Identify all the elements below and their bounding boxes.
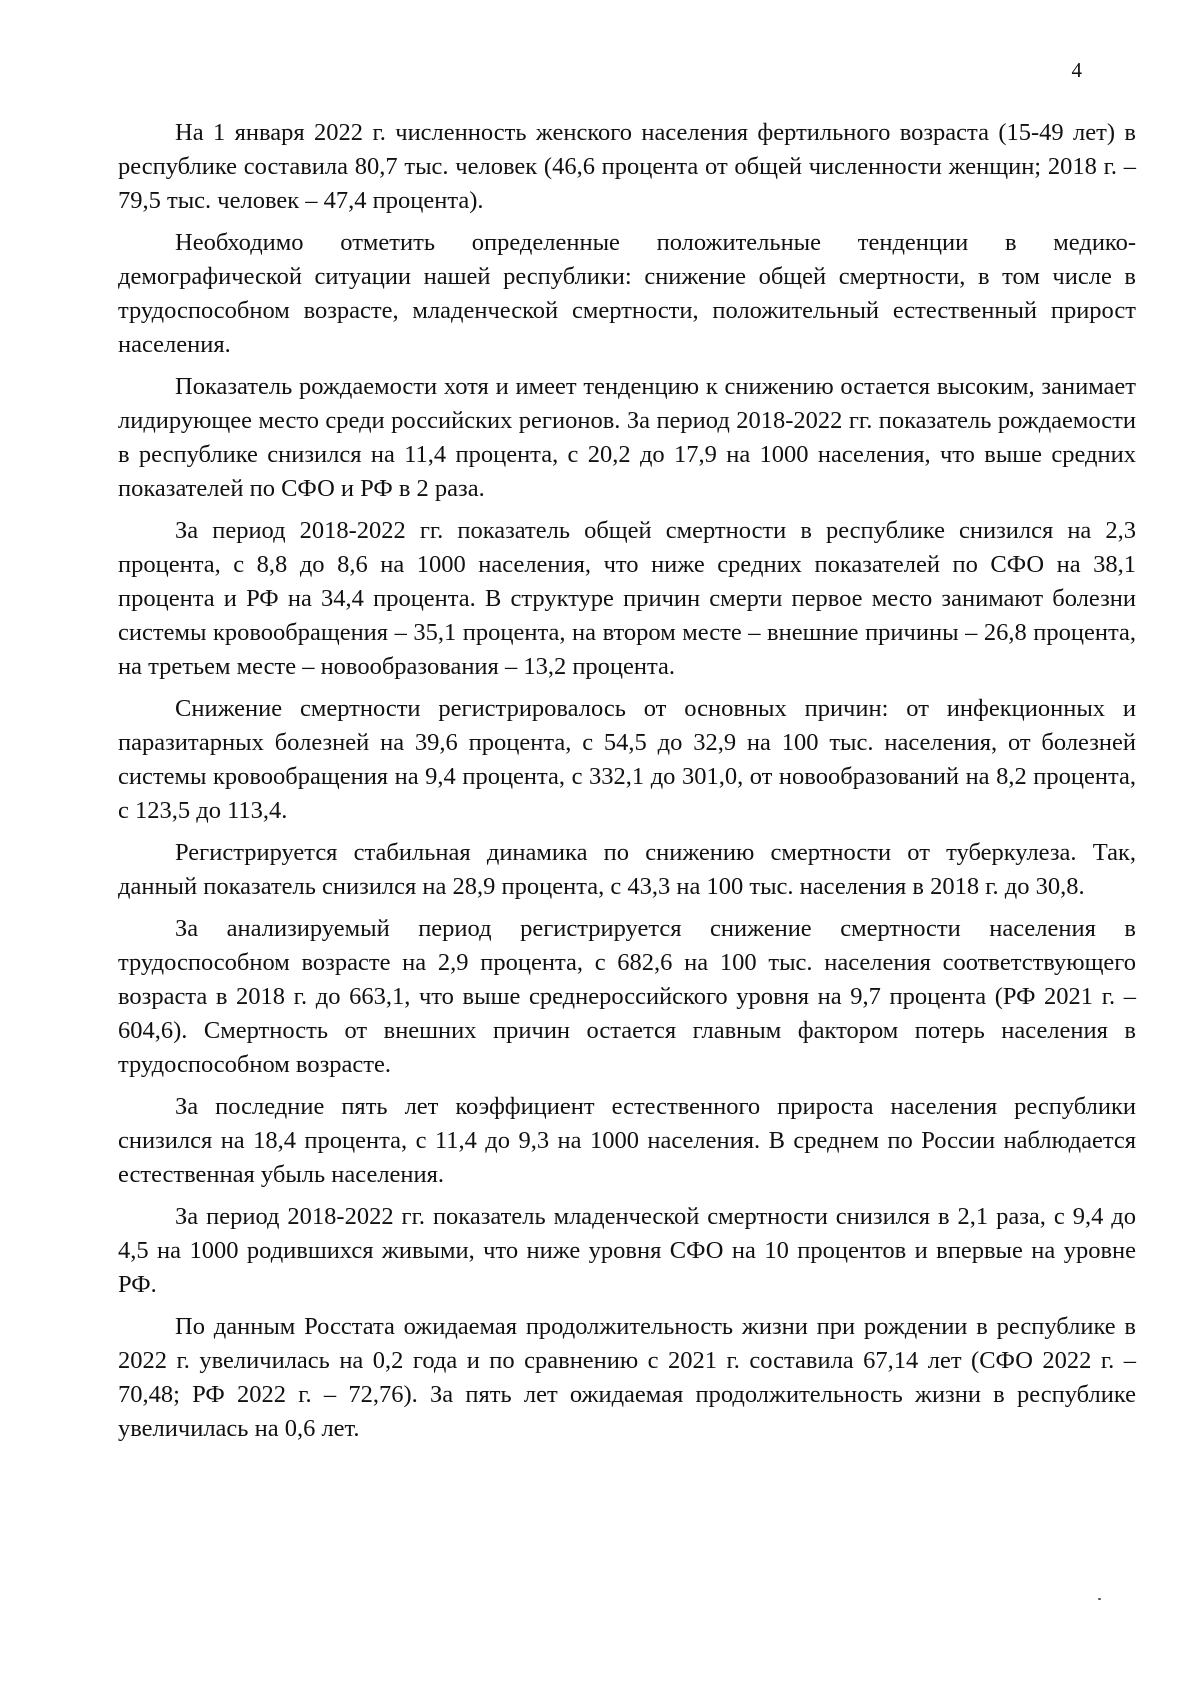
scan-artifact-dot	[1098, 1598, 1101, 1600]
document-body	[118, 116, 1136, 1454]
page-number: 4	[1071, 58, 1082, 82]
paragraph-working-age-mortality: За анализируемый период регистрируется снижение смертности населения в трудоспособном возрасте на 2,9 процента, с 682,6 на 100 тыс. населения соответствующего возраста в 2018 г. до 663,1, что выше среднероссийского уровня на 9,7 процента (РФ 2021 г. – 604,6). Смертность от внешних причин остается главным фактором потерь населения в трудоспособном возрасте.	[118, 915, 1136, 1078]
paragraph-general-mortality: За период 2018-2022 гг. показатель общей смертности в республике снизился на 2,3 процента, с 8,8 до 8,6 на 1000 населения, что ниже средних показателей по СФО на 38,1 процента и РФ на 34,4 процента. В структуре причин смерти первое место занимают болезни системы кровообращения – 35,1 процента, на втором месте – внешние причины – 26,8 процента, на третьем месте – новообразования – 13,2 процента.	[118, 517, 1136, 680]
paragraph-natural-increase: За последние пять лет коэффициент естественного прироста населения республики снизился на 18,4 процента, с 11,4 до 9,3 на 1000 населения. В среднем по России наблюдается естественная убыль населения.	[118, 1093, 1136, 1188]
paragraph-infant-mortality: За период 2018-2022 гг. показатель младенческой смертности снизился в 2,1 раза, с 9,4 до 4,5 на 1000 родившихся живыми, что ниже уровня СФО на 10 процентов и впервые на уровне РФ.	[118, 1203, 1136, 1298]
paragraph-life-expectancy: По данным Росстата ожидаемая продолжительность жизни при рождении в республике в 2022 г. увеличилась на 0,2 года и по сравнению с 2021 г. составила 67,14 лет (СФО 2022 г. – 70,48; РФ 2022 г. – 72,76). За пять лет ожидаемая продолжительность жизни в республике увеличилась на 0,6 лет.	[118, 1313, 1136, 1442]
paragraph-birth-rate: Показатель рождаемости хотя и имеет тенденцию к снижению остается высоким, занимает лидирующее место среди российских регионов. За период 2018-2022 гг. показатель рождаемости в республике снизился на 11,4 процента, с 20,2 до 17,9 на 1000 населения, что выше средних показателей по СФО и РФ в 2 раза.	[118, 373, 1136, 502]
paragraph-mortality-causes: Снижение смертности регистрировалось от основных причин: от инфекционных и паразитарных болезней на 39,6 процента, с 54,5 до 32,9 на 100 тыс. населения, от болезней системы кровообращения на 9,4 процента, с 332,1 до 301,0, от новообразований на 8,2 процента, с 123,5 до 113,4.	[118, 695, 1136, 824]
paragraph-tuberculosis-mortality: Регистрируется стабильная динамика по снижению смертности от туберкулеза. Так, данный показатель снизился на 28,9 процента, с 43,3 на 100 тыс. населения в 2018 г. до 30,8.	[118, 839, 1136, 900]
paragraph-positive-trends: Необходимо отметить определенные положительные тенденции в медико-демографической ситуации нашей республики: снижение общей смертности, в том числе в трудоспособном возрасте, младенческой смертности, положительный естественный прирост населения.	[118, 229, 1136, 358]
paragraph-fertile-population: На 1 января 2022 г. численность женского населения фертильного возраста (15-49 лет) в республике составила 80,7 тыс. человек (46,6 процента от общей численности женщин; 2018 г. –79,5 тыс. человек – 47,4 процента).	[118, 119, 1136, 214]
